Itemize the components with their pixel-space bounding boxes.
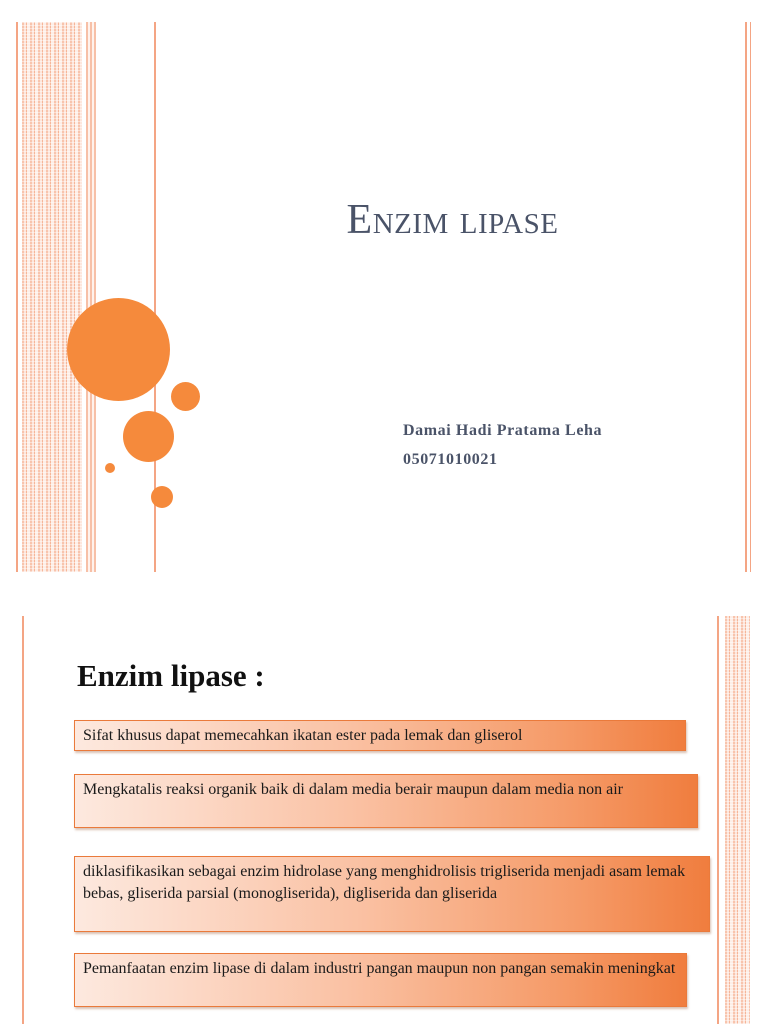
decorative-stripe-band xyxy=(22,22,82,572)
bullet-box: diklasifikasikan sebagai enzim hidrolase yang menghidrolisis trigliserida menjadi asam lemak bebas, gliserida parsial (monogliserida), digliserida dan gliserida xyxy=(74,856,710,932)
author-name: Damai Hadi Pratama Leha xyxy=(403,422,603,439)
decorative-circle xyxy=(123,411,174,462)
decorative-line xyxy=(750,22,751,572)
slide-heading: Enzim lipase : xyxy=(77,658,265,693)
decorative-line xyxy=(745,22,747,572)
bullet-box: Mengkatalis reaksi organik baik di dalam media berair maupun dalam media non air xyxy=(74,774,698,828)
slide-title: Enzim lipase xyxy=(346,197,559,243)
bullet-box: Sifat khusus dapat memecahkan ikatan ester pada lemak dan gliserol xyxy=(74,720,686,751)
author-id: 05071010021 xyxy=(403,451,498,468)
decorative-stripe-band xyxy=(86,22,96,572)
bullet-box: Pemanfaatan enzim lipase di dalam industri pangan maupun non pangan semakin meningkat xyxy=(74,953,687,1007)
decorative-line xyxy=(16,22,18,572)
decorative-stripe-band xyxy=(725,616,750,1024)
author-block xyxy=(403,416,602,474)
decorative-circle xyxy=(171,382,200,411)
decorative-circle xyxy=(67,298,170,401)
decorative-circle xyxy=(105,463,115,473)
decorative-line xyxy=(22,616,24,1024)
decorative-circle xyxy=(151,486,173,508)
decorative-line xyxy=(717,616,719,1024)
content-slide xyxy=(0,616,768,1024)
